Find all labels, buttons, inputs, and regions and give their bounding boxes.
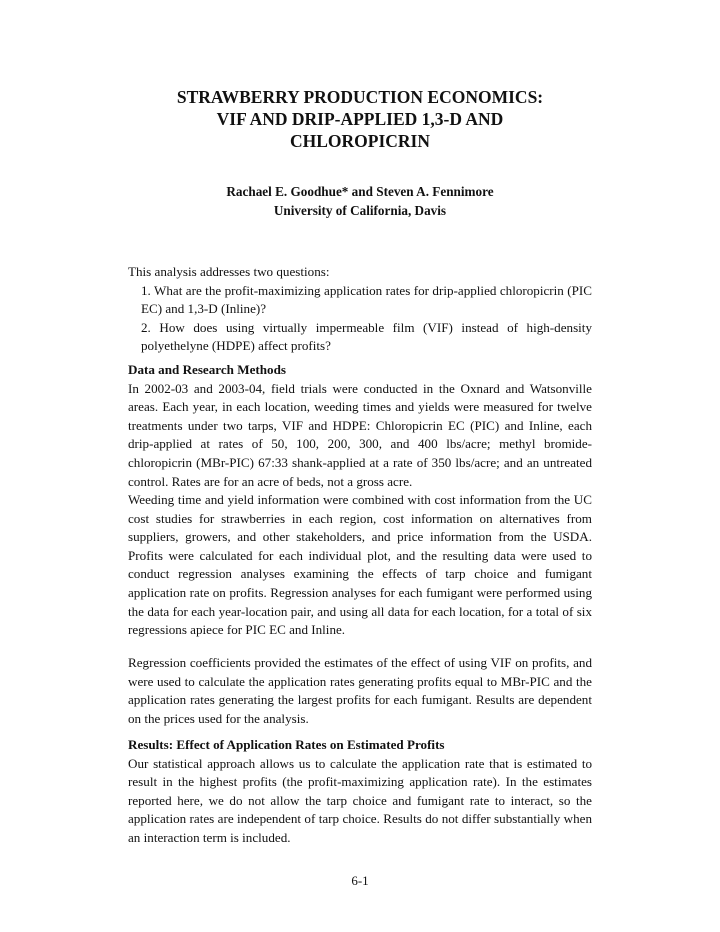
author-affiliation: University of California, Davis xyxy=(273,203,447,218)
cost-info-section xyxy=(128,491,592,640)
document-title xyxy=(120,86,600,152)
data-methods-paragraph: In 2002-03 and 2003-04, field trials were conducted in the Oxnard and Watsonville areas. Each year, in each location, weeding times and yields were measured for twelve treatments under two tarps, VIF and HDPE: Chloropicrin EC (PIC) and Inline, each drip-applied at rates of 50, 100, 200, 300, and 400 lbs/acre; methyl bromide-chloropicrin (MBr-PIC) 67:33 shank-applied at a rate of 350 lbs/acre; and an untreated control. Rates are for an acre of beds, not a gross acre. xyxy=(128,380,592,489)
title-line-3: CHLOROPICRIN xyxy=(289,131,430,151)
regression-paragraph: Regression coefficients provided the estimates of the effect of using VIF on profits, and were used to calculate the application rates generating profits equal to MBr-PIC and the application rates generating the largest profits for each fumigant. Results are dependent on the prices used for the analysis. xyxy=(128,655,592,726)
section-heading-data-methods: Data and Research Methods xyxy=(128,362,286,377)
question-1: 1. What are the profit-maximizing application rates for drip-applied chloropicrin (PIC EC) and 1,3-D (Inline)? xyxy=(141,282,592,317)
author-block xyxy=(120,182,600,220)
question-2: 2. How does using virtually impermeable film (VIF) instead of high-density polyethelyne (HDPE) affect profits? xyxy=(141,319,592,354)
title-line-1: STRAWBERRY PRODUCTION ECONOMICS: xyxy=(176,87,544,107)
page-number: 6-1 xyxy=(351,873,369,888)
regression-section xyxy=(128,654,592,728)
intro-lead: This analysis addresses two questions: xyxy=(128,264,330,279)
results-paragraph: Our statistical approach allows us to calculate the application rate that is estimated to result in the highest profits (the profit-maximizing application rate). In the estimates reported here, we do not allow the tarp choice and fumigant rate to interact, so the application rates are independent of tarp choice. Results do not differ substantially when an interaction term is included. xyxy=(128,755,592,845)
section-heading-results: Results: Effect of Application Rates on Estimated Profits xyxy=(128,737,445,752)
author-names: Rachael E. Goodhue* and Steven A. Fennimore xyxy=(226,184,494,199)
cost-info-paragraph: Weeding time and yield information were combined with cost information from the UC cost studies for strawberries in each region, cost information on alternatives from suppliers, growers, and other stakeholders, and price information from the USDA. Profits were calculated for each individual plot, and the resulting data were used to conduct regression analyses examining the effects of tarp choice and fumigant application rate on profits. Regression analyses for each fumigant were performed using the data for each year-location pair, and using all data for each location, for a total of six regressions apiece for PIC EC and Inline. xyxy=(128,492,592,638)
data-methods-section xyxy=(128,361,592,491)
intro-section xyxy=(128,263,592,356)
title-line-2: VIF AND DRIP-APPLIED 1,3-D AND xyxy=(216,109,504,129)
results-section xyxy=(128,736,592,848)
